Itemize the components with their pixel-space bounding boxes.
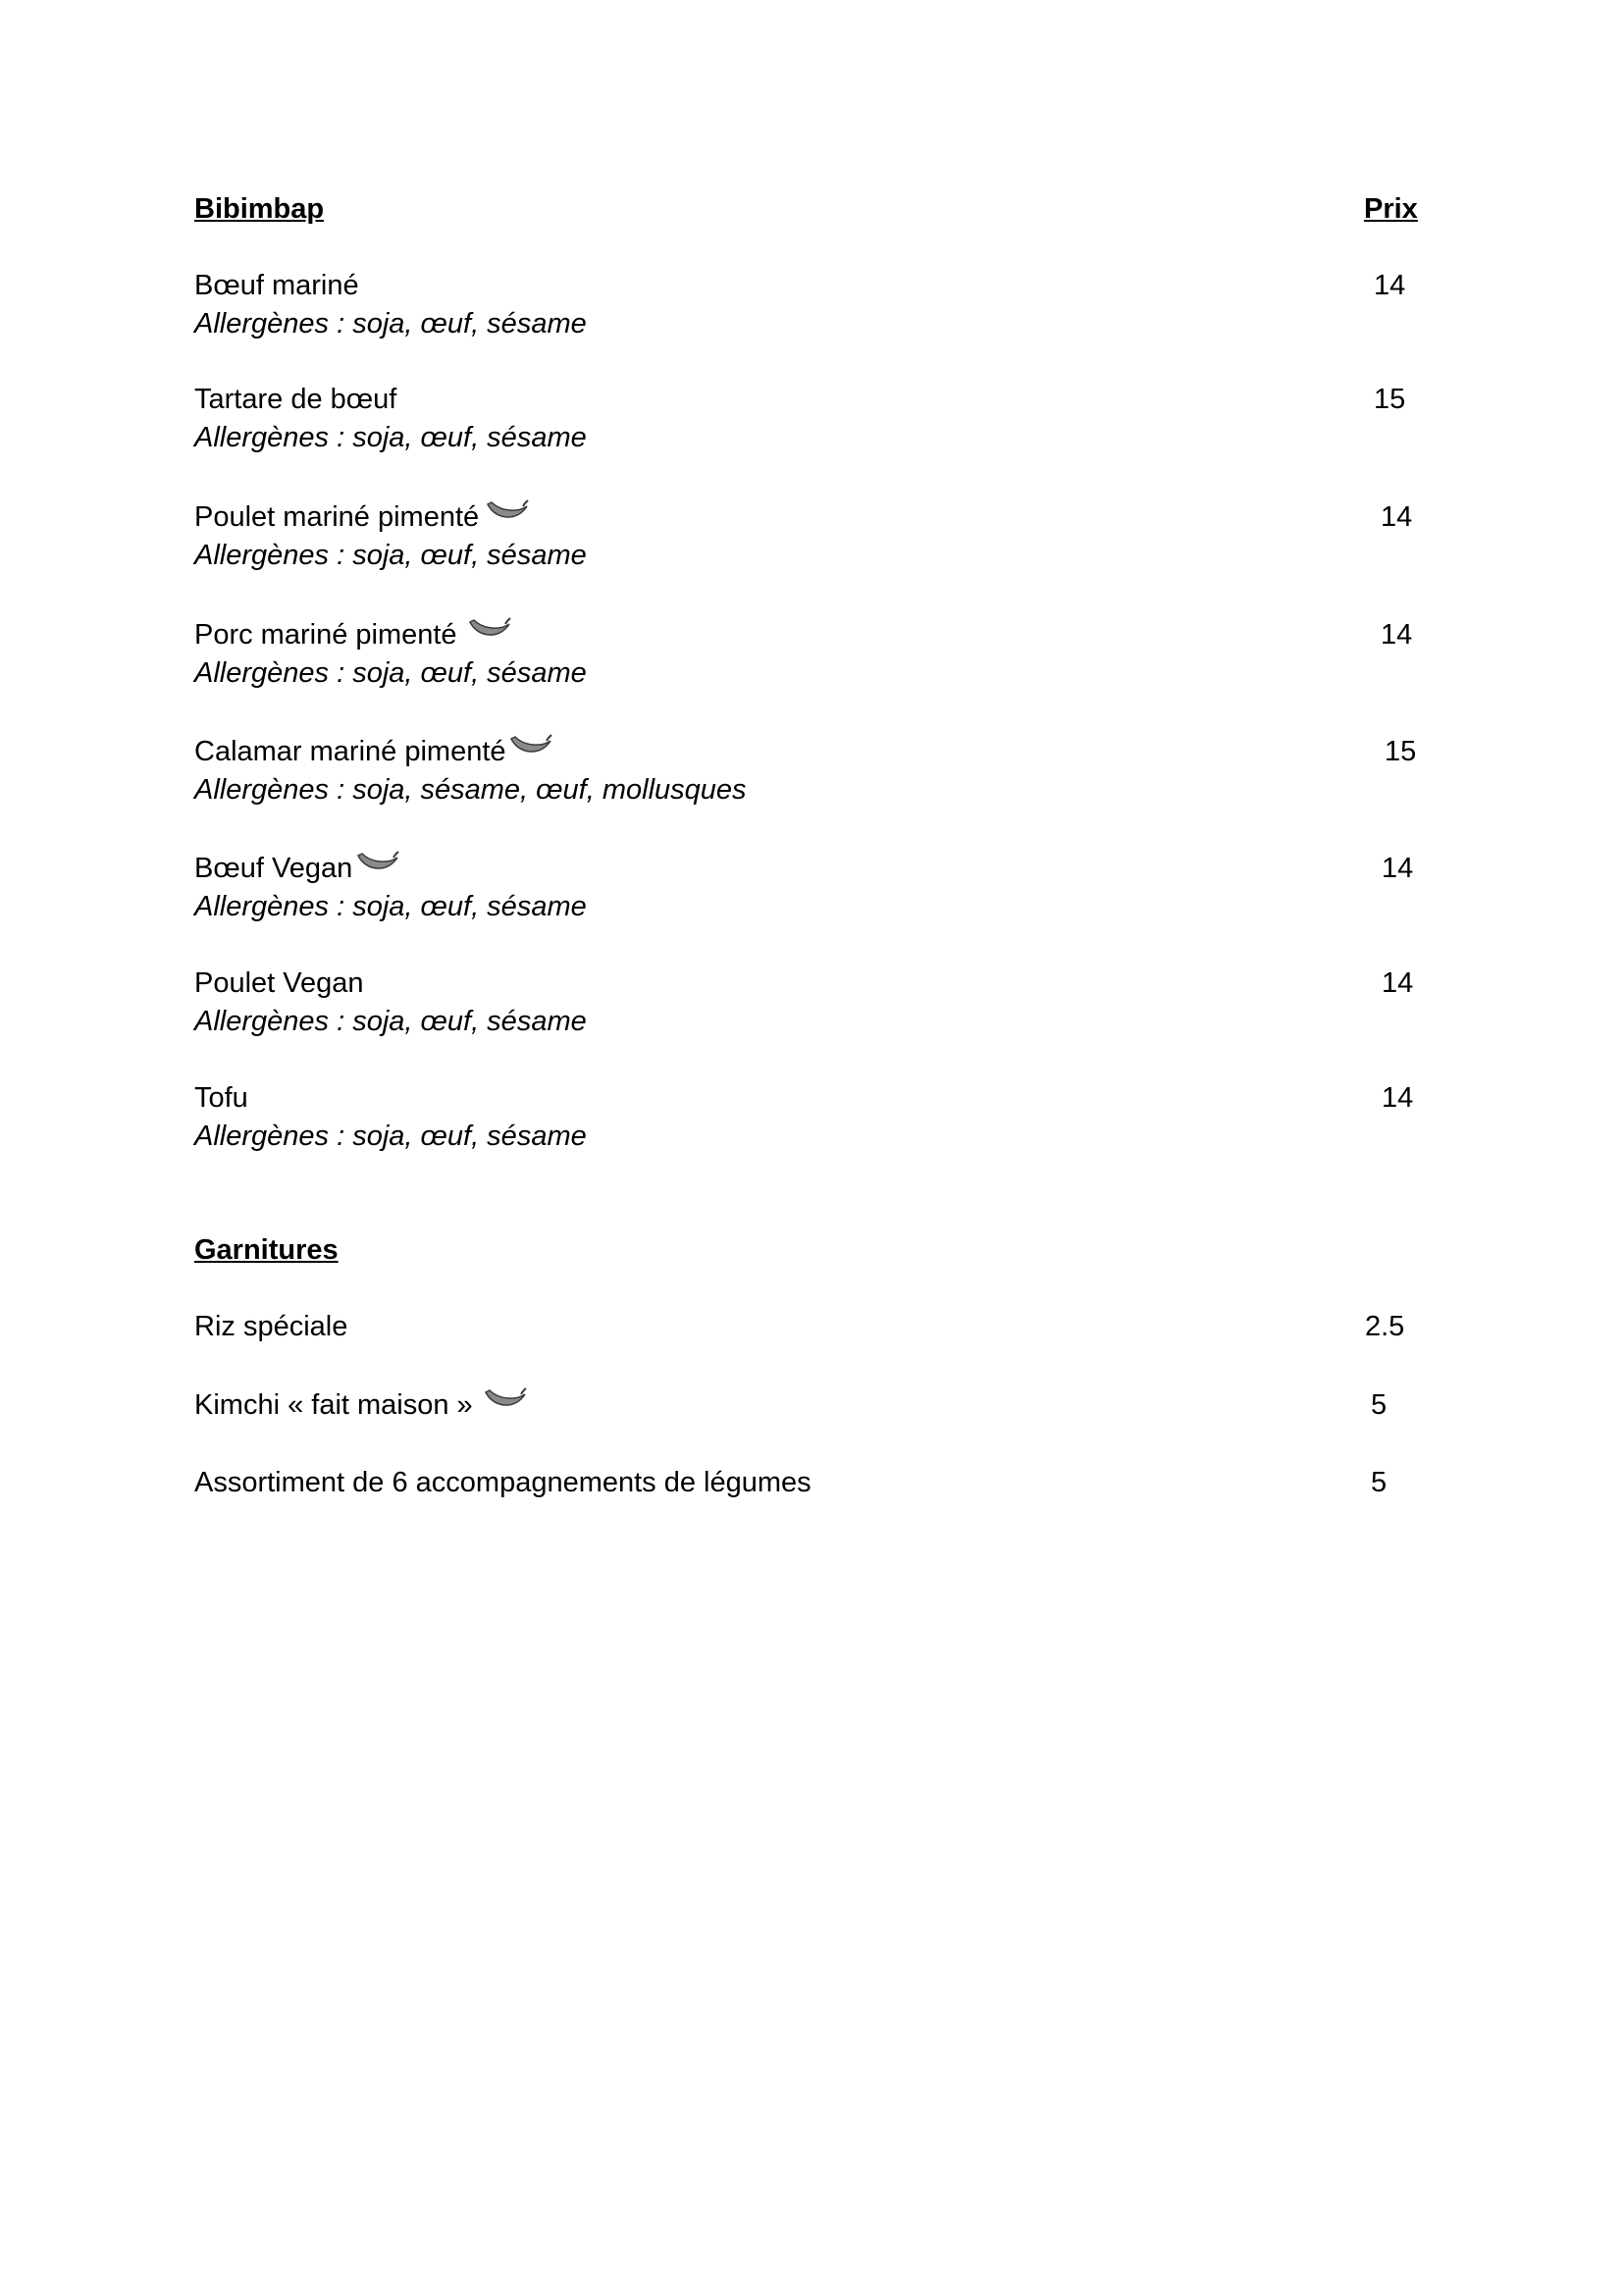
section-heading-garnitures: Garnitures (194, 1234, 339, 1266)
menu-item-price: 14 (1381, 501, 1413, 533)
menu-item-price: 15 (1374, 384, 1406, 415)
chili-pepper-icon (356, 850, 399, 875)
side-item-price: 5 (1371, 1467, 1388, 1498)
menu-item-name: Poulet Vegan (194, 967, 364, 999)
menu-item-name: Poulet mariné pimenté (194, 501, 480, 533)
menu-item-price: 14 (1382, 1082, 1414, 1114)
menu-item-allergens: Allergènes : soja, œuf, sésame (194, 657, 587, 689)
side-item-price: 5 (1371, 1389, 1388, 1421)
side-item-name: Kimchi « fait maison » (194, 1389, 473, 1421)
menu-item-name: Porc mariné pimenté (194, 619, 457, 651)
chili-pepper-icon (468, 616, 511, 642)
menu-item-name: Tofu (194, 1082, 248, 1114)
menu-item-allergens: Allergènes : soja, œuf, sésame (194, 1121, 587, 1152)
chili-pepper-icon (509, 733, 552, 758)
side-item-price: 2.5 (1365, 1311, 1405, 1342)
menu-item-allergens: Allergènes : soja, œuf, sésame (194, 1006, 587, 1037)
menu-item-name: Bœuf mariné (194, 270, 359, 301)
menu-item-price: 14 (1382, 853, 1414, 884)
section-heading-bibimbap: Bibimbap (194, 193, 325, 225)
menu-item-allergens: Allergènes : soja, œuf, sésame (194, 891, 587, 922)
price-column-heading: Prix (1364, 193, 1418, 225)
chili-pepper-icon (484, 1386, 527, 1412)
menu-item-name: Tartare de bœuf (194, 384, 397, 415)
menu-item-price: 14 (1381, 619, 1413, 651)
menu-item-allergens: Allergènes : soja, sésame, œuf, mollusques (194, 774, 747, 806)
side-item-name: Assortiment de 6 accompagnements de légumes (194, 1467, 812, 1498)
menu-item-name: Bœuf Vegan (194, 853, 353, 884)
menu-item-name: Calamar mariné pimenté (194, 736, 506, 767)
chili-pepper-icon (486, 498, 529, 524)
menu-item-allergens: Allergènes : soja, œuf, sésame (194, 308, 587, 339)
menu-item-price: 14 (1374, 270, 1406, 301)
menu-item-allergens: Allergènes : soja, œuf, sésame (194, 540, 587, 571)
side-item-name: Riz spéciale (194, 1311, 348, 1342)
menu-item-price: 15 (1385, 736, 1417, 767)
menu-item-allergens: Allergènes : soja, œuf, sésame (194, 422, 587, 453)
menu-item-price: 14 (1382, 967, 1414, 999)
